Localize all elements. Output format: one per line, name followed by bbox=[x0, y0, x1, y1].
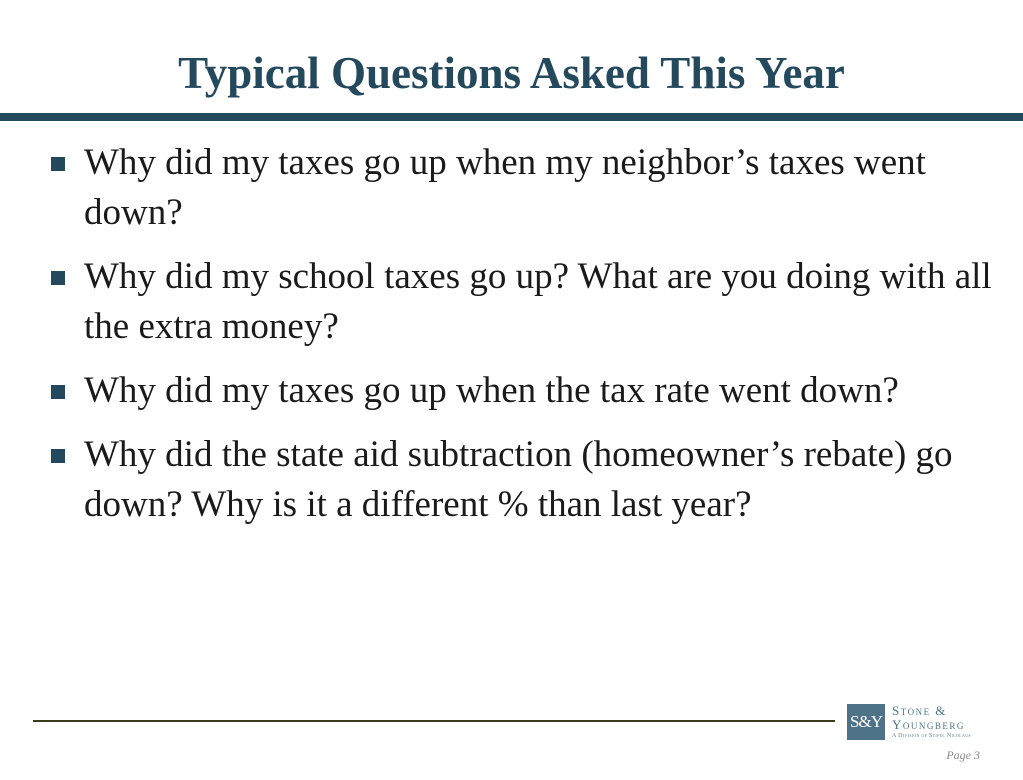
title-divider bbox=[0, 113, 1023, 121]
logo-line-1: Stone & bbox=[892, 703, 947, 718]
square-bullet-icon bbox=[51, 449, 65, 463]
company-logo-icon: S&Y bbox=[847, 704, 885, 740]
square-bullet-icon bbox=[51, 271, 65, 285]
bullet-text: Why did my taxes go up when my neighbor’s taxes went down? bbox=[84, 142, 926, 233]
list-item bbox=[0, 366, 1023, 416]
logo-subtitle: A Division of Stifel Nicolaus bbox=[892, 733, 971, 739]
slide-title: Typical Questions Asked This Year bbox=[178, 48, 845, 98]
square-bullet-icon bbox=[51, 385, 65, 399]
company-logo-text bbox=[892, 704, 1012, 741]
footer-divider bbox=[33, 720, 835, 722]
logo-line-2: Youngberg bbox=[892, 717, 965, 732]
list-item bbox=[0, 138, 1023, 238]
question-list bbox=[0, 138, 1023, 544]
list-item bbox=[0, 252, 1023, 352]
bullet-text: Why did my taxes go up when the tax rate went down? bbox=[84, 370, 899, 411]
bullet-text: Why did my school taxes go up? What are you doing with all the extra money? bbox=[84, 256, 992, 347]
page-number: Page 3 bbox=[946, 748, 980, 762]
square-bullet-icon bbox=[51, 157, 65, 171]
bullet-text: Why did the state aid subtraction (homeowner’s rebate) go down? Why is it a different % than last year? bbox=[84, 434, 953, 525]
list-item bbox=[0, 430, 1023, 530]
